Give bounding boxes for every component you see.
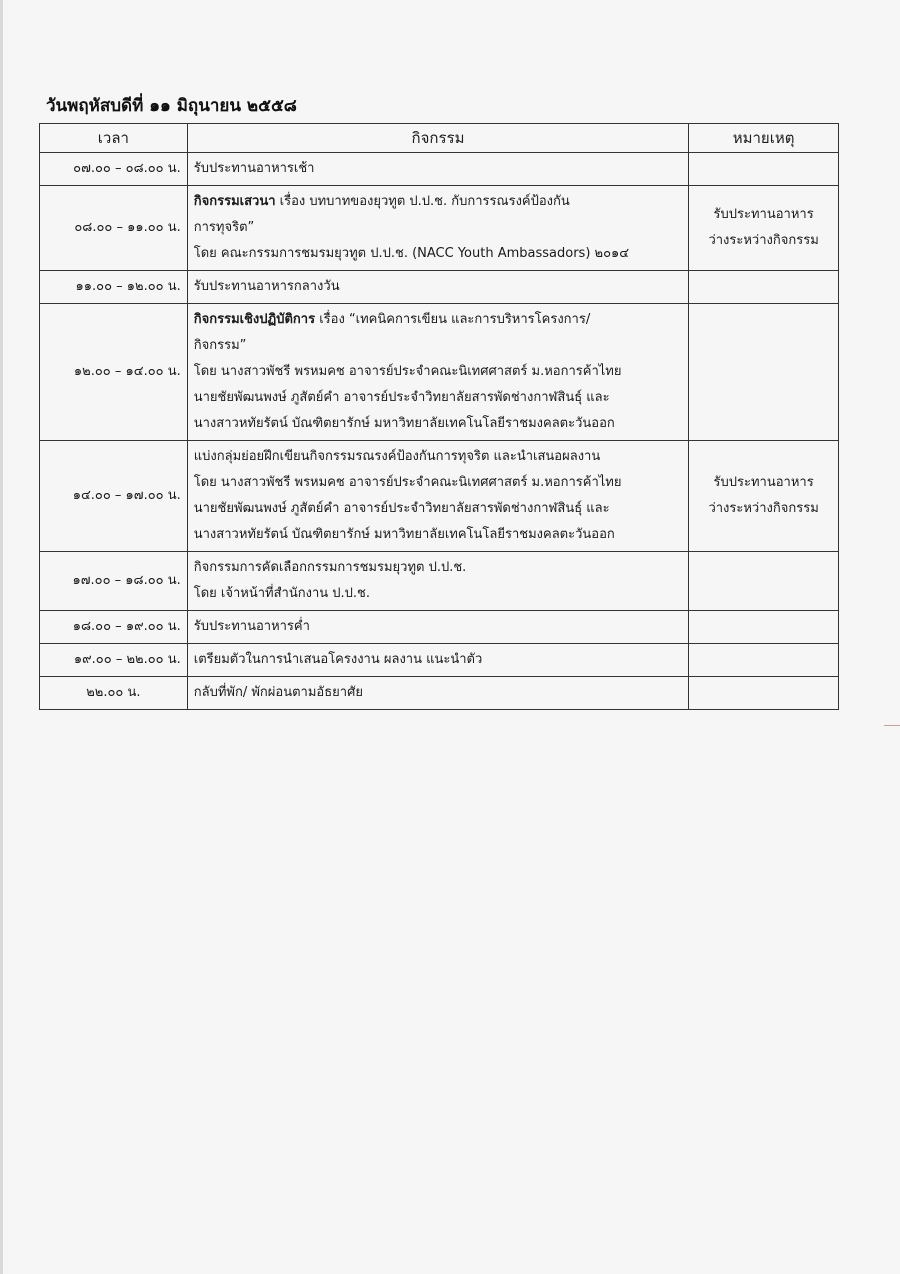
activity-line: รับประทานอาหารเช้า — [193, 161, 315, 176]
table-row — [40, 611, 839, 644]
activity-text: เรื่อง “เทคนิคการเขียน และการบริหารโครงการ/ — [315, 312, 591, 327]
activity-line: การทุจริต” — [193, 220, 255, 235]
activity-cell — [187, 304, 688, 441]
note-cell — [689, 441, 839, 552]
note-line: ว่างระหว่างกิจกรรม — [708, 233, 819, 248]
activity-line: โดย นางสาวพัชรี พรหมคช อาจารย์ประจำคณะนิเทศศาสตร์ ม.หอการค้าไทย — [193, 364, 622, 379]
activity-cell — [187, 644, 688, 677]
activity-line: นายชัยพัฒนพงษ์ ภูสัตย์คำ อาจารย์ประจำวิทยาลัยสารพัดช่างกาฬสินธุ์ และ — [193, 501, 610, 516]
time-cell: ๒๒.๐๐ น. — [40, 677, 188, 710]
activity-cell — [187, 271, 688, 304]
activity-cell — [187, 677, 688, 710]
activity-line: รับประทานอาหารค่ำ — [193, 619, 310, 634]
time-cell: ๑๘.๐๐ – ๑๙.๐๐ น. — [40, 611, 188, 644]
activity-line: นายชัยพัฒนพงษ์ ภูสัตย์คำ อาจารย์ประจำวิทยาลัยสารพัดช่างกาฬสินธุ์ และ — [193, 390, 610, 405]
activity-line: นางสาวหทัยรัตน์ บัณฑิตยารักษ์ มหาวิทยาลัยเทคโนโลยีราชมงคลตะวันออก — [193, 527, 615, 542]
note-line: รับประทานอาหาร — [713, 475, 814, 490]
header-note: หมายเหตุ — [689, 124, 839, 153]
time-cell: ๐๘.๐๐ – ๑๑.๐๐ น. — [40, 186, 188, 271]
activity-lead: กิจกรรมเสวนา — [193, 194, 276, 209]
activity-line: โดย นางสาวพัชรี พรหมคช อาจารย์ประจำคณะนิเทศศาสตร์ ม.หอการค้าไทย — [193, 475, 622, 490]
activity-line: โดย เจ้าหน้าที่สำนักงาน ป.ป.ช. — [193, 586, 370, 601]
table-row — [40, 677, 839, 710]
note-line: ว่างระหว่างกิจกรรม — [708, 501, 819, 516]
activity-line: โดย คณะกรรมการชมรมยุวทูต ป.ป.ช. (NACC Youth Ambassadors) ๒๐๑๔ — [193, 246, 630, 261]
activity-line: นางสาวหทัยรัตน์ บัณฑิตยารักษ์ มหาวิทยาลัยเทคโนโลยีราชมงคลตะวันออก — [193, 416, 615, 431]
activity-cell — [187, 611, 688, 644]
note-line: รับประทานอาหาร — [713, 207, 814, 222]
table-row — [40, 441, 839, 552]
activity-line — [194, 189, 682, 215]
note-cell — [689, 552, 839, 611]
activity-cell — [187, 153, 688, 186]
table-row — [40, 186, 839, 271]
time-cell: ๑๗.๐๐ – ๑๘.๐๐ น. — [40, 552, 188, 611]
note-cell — [689, 611, 839, 644]
note-cell — [689, 677, 839, 710]
activity-line — [194, 307, 682, 333]
scan-edge-mark — [884, 725, 900, 726]
note-cell — [689, 644, 839, 677]
page-title: วันพฤหัสบดีที่ ๑๑ มิถุนายน ๒๕๕๘ — [46, 96, 297, 116]
table-row — [40, 153, 839, 186]
note-cell — [689, 271, 839, 304]
schedule-table — [39, 123, 839, 710]
activity-cell — [187, 441, 688, 552]
activity-line: กิจกรรม” — [193, 338, 247, 353]
activity-line: แบ่งกลุ่มย่อยฝึกเขียนกิจกรรมรณรงค์ป้องกันการทุจริต และนำเสนอผลงาน — [193, 449, 601, 464]
time-cell: ๑๑.๐๐ – ๑๒.๐๐ น. — [40, 271, 188, 304]
table-row — [40, 644, 839, 677]
table-row — [40, 271, 839, 304]
activity-text: เรื่อง บทบาทของยุวทูต ป.ป.ช. กับการรณรงค์ป้องกัน — [275, 194, 570, 209]
table-row — [40, 552, 839, 611]
activity-cell — [187, 186, 688, 271]
time-cell: ๑๙.๐๐ – ๒๒.๐๐ น. — [40, 644, 188, 677]
note-cell — [689, 186, 839, 271]
time-cell: ๑๒.๐๐ – ๑๔.๐๐ น. — [40, 304, 188, 441]
table-header-row — [40, 124, 839, 153]
table-row — [40, 304, 839, 441]
activity-lead: กิจกรรมเชิงปฏิบัติการ — [193, 312, 316, 327]
activity-line: รับประทานอาหารกลางวัน — [193, 279, 340, 294]
activity-line: กลับที่พัก/ พักผ่อนตามอัธยาศัย — [193, 685, 363, 700]
note-cell — [689, 153, 839, 186]
time-cell: ๑๔.๐๐ – ๑๗.๐๐ น. — [40, 441, 188, 552]
note-cell — [689, 304, 839, 441]
time-cell: ๐๗.๐๐ – ๐๘.๐๐ น. — [40, 153, 188, 186]
header-activity: กิจกรรม — [187, 124, 688, 153]
activity-cell — [187, 552, 688, 611]
header-time: เวลา — [40, 124, 188, 153]
activity-line: เตรียมตัวในการนำเสนอโครงงาน ผลงาน แนะนำตัว — [193, 652, 483, 667]
activity-line: กิจกรรมการคัดเลือกกรรมการชมรมยุวทูต ป.ป.ช. — [193, 560, 467, 575]
